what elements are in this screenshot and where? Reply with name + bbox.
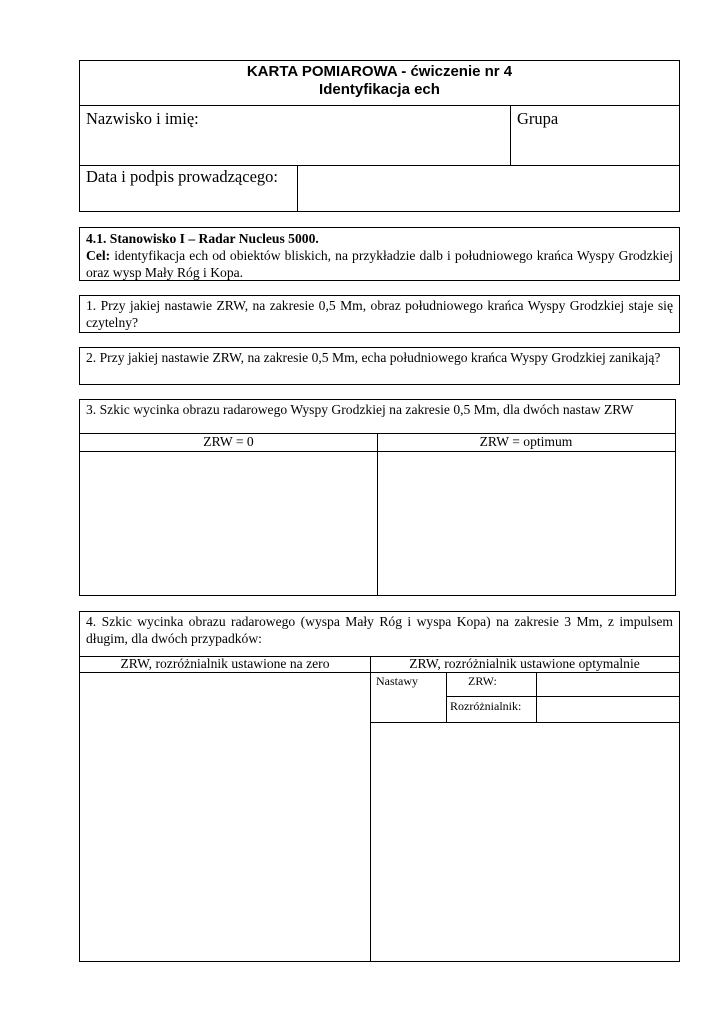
discriminator-label: Rozróżnialnik: [450,699,522,713]
page-subtitle: Identyfikacja ech [319,81,440,98]
divider [370,656,371,961]
divider [370,722,679,723]
section-description [79,227,680,281]
group-label: Grupa [517,109,559,128]
question-1 [79,295,680,333]
q3-col2-header: ZRW = optimum [479,434,573,449]
q4-col2-header: ZRW, rozróżnialnik ustawione optymalnie [409,656,640,671]
divider [80,105,679,106]
question-3-table [79,399,676,596]
divider [536,672,537,722]
divider [80,165,679,166]
q3-col1-header: ZRW = 0 [203,434,254,449]
divider [80,451,675,452]
divider [297,165,298,211]
goal-text: identyfikacja ech od obiektów bliskich, na przykładzie dalb i południowego krańca Wyspy Grodzkiej oraz wysp Mały Róg i Kopa. [86,248,673,280]
question-2 [79,347,680,385]
section-goal [86,247,673,281]
divider [377,433,378,595]
divider [446,672,447,722]
question-4-table [79,611,680,962]
header-box [79,60,680,212]
settings-label: Nastawy [376,674,418,688]
section-heading: 4.1. Stanowisko I – Radar Nucleus 5000. [86,231,319,246]
question-2-text: 2. Przy jakiej nastawie ZRW, na zakresie 0,5 Mm, echa południowego krańca Wyspy Grodzkiej zanikają? [86,350,661,365]
question-4-text: 4. Szkic wycinka obrazu radarowego (wyspa Mały Róg i wyspa Kopa) na zakresie 3 Mm, z impulsem długim, dla dwóch przypadków: [86,614,673,646]
zrw-label: ZRW: [468,674,497,688]
goal-label: Cel: [86,248,111,263]
question-1-text: 1. Przy jakiej nastawie ZRW, na zakresie 0,5 Mm, obraz południowego krańca Wyspy Grodzkiej staje się czytelny? [86,298,673,330]
question-3-text: 3. Szkic wycinka obrazu radarowego Wyspy Grodzkiej na zakresie 0,5 Mm, dla dwóch nastaw ZRW [86,402,634,417]
date-signature-label: Data i podpis prowadzącego: [86,167,278,186]
divider [510,105,511,165]
divider [80,672,679,673]
q4-col1-header: ZRW, rozróżnialnik ustawione na zero [120,656,330,671]
name-label: Nazwisko i imię: [86,109,199,128]
page-title: KARTA POMIAROWA - ćwiczenie nr 4 [246,63,513,80]
divider [446,696,679,697]
